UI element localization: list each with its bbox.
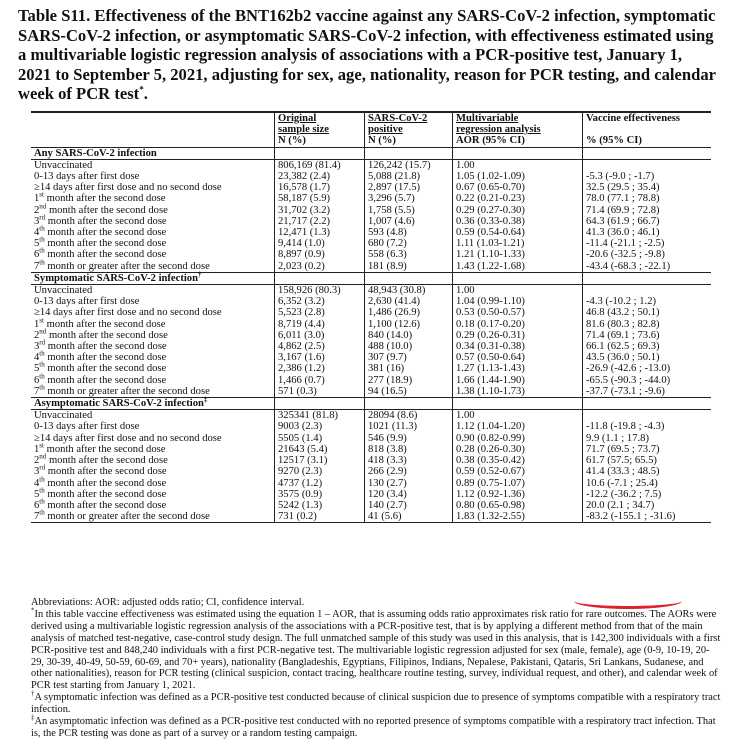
row-label-rest: month after the second dose <box>43 193 166 205</box>
ve-cell: 41.3 (36.0 ; 46.1) <box>586 227 660 239</box>
aor-cell: 1.66 (1.44-1.90) <box>456 374 525 386</box>
row-label-rest: month after the second dose <box>44 249 167 261</box>
table-row <box>31 182 711 193</box>
ve-cell: 78.0 (77.1 ; 78.8) <box>586 193 660 205</box>
row-label-rest: month or greater after the second dose <box>44 260 210 272</box>
row-label: 0-13 days after first dose <box>34 421 140 433</box>
aor-cell: 1.04 (0.99-1.10) <box>456 296 525 308</box>
table-row <box>31 296 711 307</box>
footnote-dagger: †A symptomatic infection was defined as a PCR-positive test conducted because of clinical suspicion due to presence of symptoms compatible with a respiratory tract infection. <box>31 689 721 716</box>
effectiveness-table <box>31 111 711 523</box>
table-row <box>31 261 711 273</box>
ordinal-suffix: th <box>39 246 45 255</box>
row-label: 5 <box>34 363 40 375</box>
aor-cell: 1.12 (0.92-1.36) <box>456 488 525 500</box>
ve-cell: 32.5 (29.5 ; 35.4) <box>586 182 660 194</box>
sample-size-cell: 16,578 (1.7) <box>278 182 331 194</box>
ordinal-suffix: th <box>39 224 45 233</box>
table-row <box>31 489 711 500</box>
ordinal-suffix: th <box>39 508 45 517</box>
positive-cell: 130 (2.7) <box>368 477 407 489</box>
ve-cell: -83.2 (-155.1 ; -31.6) <box>586 511 676 523</box>
row-label: Unvaccinated <box>34 285 93 297</box>
row-label: 7 <box>34 385 40 397</box>
ordinal-suffix: nd <box>39 202 47 211</box>
section-title: Asymptomatic SARS-CoV-2 infection <box>34 398 204 410</box>
section-header-row <box>31 272 711 284</box>
ve-cell: 61.7 (57.5; 65.5) <box>586 455 657 467</box>
sample-size-cell: 1,466 (0.7) <box>278 374 325 386</box>
ordinal-suffix: th <box>39 486 45 495</box>
sample-size-cell: 4737 (1.2) <box>278 477 323 489</box>
row-label: 1 <box>34 443 40 455</box>
positive-cell: 818 (3.8) <box>368 443 407 455</box>
aor-cell: 1.05 (1.02-1.09) <box>456 171 525 183</box>
aor-cell: 0.28 (0.26-0.30) <box>456 443 525 455</box>
ve-cell: 81.6 (80.3 ; 82.8) <box>586 318 660 330</box>
aor-cell: 1.11 (1.03-1.21) <box>456 238 525 250</box>
ordinal-suffix: rd <box>39 213 46 222</box>
row-label: 3 <box>34 341 40 353</box>
row-label-rest: month after the second dose <box>43 443 166 455</box>
ve-cell: 41.4 (33.3 ; 48.5) <box>586 466 660 478</box>
aor-cell: 1.12 (1.04-1.20) <box>456 421 525 433</box>
title-text: Table S11. Effectiveness of the BNT162b2 vaccine against any SARS-CoV-2 infection, symptomatic SARS-CoV-2 infection, or asymptomatic SARS-CoV-2 infection, with effectiveness estimated using a multivariable logistic regression analysis of associations with a PCR-positive test, January 1, 2021 to September 5, 2021, adjusting for sex, age, nationality, reason for PCR testing, and calendar week of PCR test <box>18 6 716 104</box>
positive-cell: 1,007 (4.6) <box>368 215 415 227</box>
positive-cell: 2,897 (17.5) <box>368 182 421 194</box>
row-label: 2 <box>34 329 40 341</box>
col-sample-size-header-3: N (%) <box>278 135 306 147</box>
ordinal-suffix: nd <box>39 327 47 336</box>
table-row <box>31 216 711 227</box>
ve-cell: -65.5 (-90.3 ; -44.0) <box>586 374 671 386</box>
ve-cell: 9.9 (1.1 ; 17.8) <box>586 432 649 444</box>
footnote-star: *In this table vaccine effectiveness was estimated using the equation 1 – AOR, that is assuming odds ratio approximates risk ratio for rare outcomes. The AORs were derived using a multivariable logistic regression analysis of the associations with a PCR-positive test, that is by applying a different method from that of the main analysis of matched test-negative, case-control study design. The full unmatched sample of this study was used in this analysis, that is 142,300 individuals with a first PCR-positive test and 848,240 individuals with a first PCR-negative test. The multivariable logistic regression adjusted for sex (male, female), age (0-9, 10-19, 20-29, 30-39, 40-49, 50-59, 60-69, and 70+ years), nationality (Bangladeshis, Egyptians, Filipinos, Indians, Nepalese, Pakistani, Qataris, Sri Lankans, Sudanese, and other nationalities), reason for PCR testing (clinical suspicion, contact tracing, healthcare routine testing, survey, individual request, and other), and calendar week of PCR test starting from January 1, 2021. <box>31 606 721 692</box>
ordinal-suffix: nd <box>39 452 47 461</box>
sample-size-cell: 806,169 (81.4) <box>278 159 341 171</box>
table-row <box>31 238 711 249</box>
section-header-row <box>31 147 711 159</box>
aor-cell: 1.00 <box>456 410 475 422</box>
table-row <box>31 444 711 455</box>
aor-cell: 0.57 (0.50-0.64) <box>456 352 525 364</box>
table-row <box>31 330 711 341</box>
row-label-rest: month after the second dose <box>46 204 168 216</box>
sample-size-cell: 58,187 (5.9) <box>278 193 331 205</box>
aor-cell: 1.43 (1.22-1.68) <box>456 260 525 272</box>
row-label-rest: month after the second dose <box>43 318 166 330</box>
table-row <box>31 386 711 398</box>
ve-cell: -37.7 (-73.1 ; -9.6) <box>586 385 665 397</box>
row-label-rest: month after the second dose <box>44 374 167 386</box>
row-label-rest: month after the second dose <box>44 499 167 511</box>
col-ve-header-3: % (95% CI) <box>586 135 642 147</box>
section-title: Any SARS-CoV-2 infection <box>34 147 157 159</box>
aor-cell: 0.53 (0.50-0.57) <box>456 307 525 319</box>
col-sample-size-header-2: sample size <box>278 124 329 136</box>
table-row <box>31 375 711 386</box>
table-body <box>31 147 711 523</box>
aor-cell: 0.29 (0.26-0.31) <box>456 329 525 341</box>
positive-cell: 181 (8.9) <box>368 260 407 272</box>
table-title <box>18 6 718 104</box>
section-footnote-mark: ‡ <box>203 395 208 404</box>
row-label-rest: month or greater after the second dose <box>44 385 210 397</box>
sample-size-cell: 731 (0.2) <box>278 511 317 523</box>
row-label-rest: month after the second dose <box>44 477 167 489</box>
positive-cell: 3,296 (5.7) <box>368 193 415 205</box>
positive-cell: 28094 (8.6) <box>368 410 418 422</box>
sample-size-cell: 2,023 (0.2) <box>278 260 325 272</box>
table-row <box>31 352 711 363</box>
ve-cell: 64.3 (61.9 ; 66.7) <box>586 215 660 227</box>
ve-cell: 46.8 (43.2 ; 50.1) <box>586 307 660 319</box>
sample-size-cell: 9003 (2.3) <box>278 421 323 433</box>
row-label-rest: month after the second dose <box>44 363 167 375</box>
table-row <box>31 341 711 352</box>
row-label-rest: month after the second dose <box>44 238 167 250</box>
col-aor-header-1: Multivariable <box>456 113 519 124</box>
row-label-rest: month after the second dose <box>44 488 167 500</box>
row-label: 3 <box>34 466 40 478</box>
table-row <box>31 249 711 260</box>
sample-size-cell: 3575 (0.9) <box>278 488 323 500</box>
row-label: 4 <box>34 227 40 239</box>
table-header <box>31 112 711 147</box>
row-label: 7 <box>34 260 40 272</box>
table-row <box>31 319 711 330</box>
footnote-double-dagger: ‡An asymptomatic infection was defined as a PCR-positive test conducted with no reported presence of symptoms compatible with a respiratory tract infection. That is, the PCR testing was done as part of a survey or a random testing campaign. <box>31 713 716 739</box>
positive-cell: 5,088 (21.8) <box>368 171 421 183</box>
ve-cell: -4.3 (-10.2 ; 1.2) <box>586 296 657 308</box>
row-label: Unvaccinated <box>34 410 93 422</box>
aor-cell: 0.22 (0.21-0.23) <box>456 193 525 205</box>
aor-cell: 0.80 (0.65-0.98) <box>456 499 525 511</box>
row-label: 6 <box>34 499 40 511</box>
row-label: 7 <box>34 511 40 523</box>
sample-size-cell: 325341 (81.8) <box>278 410 339 422</box>
ordinal-suffix: th <box>39 258 45 267</box>
table-row <box>31 455 711 466</box>
row-label: ≥14 days after first dose and no second dose <box>34 307 222 319</box>
row-label: 0-13 days after first dose <box>34 171 140 183</box>
aor-cell: 1.21 (1.10-1.33) <box>456 249 525 261</box>
positive-cell: 94 (16.5) <box>368 385 407 397</box>
row-label: ≥14 days after first dose and no second dose <box>34 432 222 444</box>
ve-cell: -11.4 (-21.1 ; -2.5) <box>586 238 665 250</box>
positive-cell: 41 (5.6) <box>368 511 402 523</box>
aor-cell: 0.89 (0.75-1.07) <box>456 477 525 489</box>
aor-cell: 0.59 (0.54-0.64) <box>456 227 525 239</box>
table-row <box>31 433 711 444</box>
row-label-rest: month or greater after the second dose <box>44 511 210 523</box>
positive-cell: 1,486 (26.9) <box>368 307 421 319</box>
table-row <box>31 171 711 182</box>
table-row <box>31 466 711 477</box>
ve-cell: 20.0 (2.1 ; 34.7) <box>586 499 655 511</box>
ve-cell: -12.2 (-36.2 ; 7.5) <box>586 488 662 500</box>
title-footnote-mark: * <box>139 84 144 95</box>
ordinal-suffix: th <box>39 235 45 244</box>
row-label: 6 <box>34 249 40 261</box>
row-label: 2 <box>34 455 40 467</box>
ve-cell: 71.4 (69.9 ; 72.8) <box>586 204 660 216</box>
sample-size-cell: 158,926 (80.3) <box>278 285 341 297</box>
table-row <box>31 511 711 523</box>
row-label: 4 <box>34 352 40 364</box>
ordinal-suffix: th <box>39 474 45 483</box>
aor-cell: 1.83 (1.32-2.55) <box>456 511 525 523</box>
col-aor-header-2: regression analysis <box>456 124 541 136</box>
positive-cell: 307 (9.7) <box>368 352 407 364</box>
row-label: 0-13 days after first dose <box>34 296 140 308</box>
aor-cell: 1.27 (1.13-1.43) <box>456 363 525 375</box>
positive-cell: 418 (3.3) <box>368 455 407 467</box>
table-row <box>31 159 711 171</box>
positive-cell: 126,242 (15.7) <box>368 159 431 171</box>
ordinal-suffix: th <box>39 360 45 369</box>
row-label-rest: month after the second dose <box>45 466 167 478</box>
positive-cell: 381 (16) <box>368 363 405 375</box>
sample-size-cell: 9270 (2.3) <box>278 466 323 478</box>
positive-cell: 546 (9.9) <box>368 432 407 444</box>
positive-cell: 2,630 (41.4) <box>368 296 421 308</box>
ordinal-suffix: th <box>39 497 45 506</box>
col-ve-header-1: Vaccine effectiveness <box>586 113 681 124</box>
aor-cell: 0.34 (0.31-0.38) <box>456 341 525 353</box>
ordinal-suffix: rd <box>39 463 46 472</box>
col-aor-header-3: AOR (95% CI) <box>456 135 525 147</box>
aor-cell: 0.36 (0.33-0.38) <box>456 215 525 227</box>
row-label: 3 <box>34 215 40 227</box>
table-row <box>31 478 711 489</box>
row-label: Unvaccinated <box>34 159 93 171</box>
positive-cell: 277 (18.9) <box>368 374 413 386</box>
ve-cell: 10.6 (-7.1 ; 25.4) <box>586 477 658 489</box>
ordinal-suffix: st <box>39 190 44 199</box>
sample-size-cell: 21643 (5.4) <box>278 443 328 455</box>
aor-cell: 1.00 <box>456 285 475 297</box>
sample-size-cell: 2,386 (1.2) <box>278 363 325 375</box>
aor-cell: 0.90 (0.82-0.99) <box>456 432 525 444</box>
sample-size-cell: 4,862 (2.5) <box>278 341 325 353</box>
table-row <box>31 193 711 204</box>
ordinal-suffix: st <box>39 441 44 450</box>
positive-cell: 840 (14.0) <box>368 329 413 341</box>
sample-size-cell: 21,717 (2.2) <box>278 215 331 227</box>
ve-cell: -26.9 (-42.6 ; -13.0) <box>586 363 671 375</box>
title-end: . <box>143 84 148 104</box>
ve-cell: 71.7 (69.5 ; 73.7) <box>586 443 660 455</box>
sample-size-cell: 6,352 (3.2) <box>278 296 325 308</box>
row-label-rest: month after the second dose <box>45 215 167 227</box>
row-label: 4 <box>34 477 40 489</box>
table-row <box>31 307 711 318</box>
aor-cell: 0.67 (0.65-0.70) <box>456 182 525 194</box>
aor-cell: 1.38 (1.10-1.73) <box>456 385 525 397</box>
row-label: 1 <box>34 193 40 205</box>
section-footnote-mark: † <box>198 270 202 279</box>
positive-cell: 593 (4.8) <box>368 227 407 239</box>
positive-cell: 48,943 (30.8) <box>368 285 426 297</box>
sample-size-cell: 5,523 (2.8) <box>278 307 325 319</box>
row-label: 6 <box>34 374 40 386</box>
section-header-row <box>31 398 711 410</box>
ve-cell: -20.6 (-32.5 ; -9.8) <box>586 249 665 261</box>
sample-size-cell: 9,414 (1.0) <box>278 238 325 250</box>
ve-cell: -11.8 (-19.8 ; -4.3) <box>586 421 665 433</box>
row-label-rest: month after the second dose <box>46 329 168 341</box>
ordinal-suffix: th <box>39 372 45 381</box>
col-sample-size-header-1: Original <box>278 113 317 124</box>
sample-size-cell: 5505 (1.4) <box>278 432 323 444</box>
positive-cell: 558 (6.3) <box>368 249 407 261</box>
ve-cell: 71.4 (69.1 ; 73.6) <box>586 329 660 341</box>
positive-cell: 266 (2.9) <box>368 466 407 478</box>
row-label: 1 <box>34 318 40 330</box>
sample-size-cell: 3,167 (1.6) <box>278 352 325 364</box>
positive-cell: 1021 (11.3) <box>368 421 418 433</box>
aor-cell: 0.59 (0.52-0.67) <box>456 466 525 478</box>
sample-size-cell: 8,897 (0.9) <box>278 249 325 261</box>
ve-cell: -5.3 (-9.0 ; -1.7) <box>586 171 655 183</box>
positive-cell: 120 (3.4) <box>368 488 407 500</box>
row-label: ≥14 days after first dose and no second dose <box>34 182 222 194</box>
ordinal-suffix: st <box>39 316 44 325</box>
table-row <box>31 363 711 374</box>
row-label-rest: month after the second dose <box>44 352 167 364</box>
table-footnotes <box>31 597 721 740</box>
sample-size-cell: 571 (0.3) <box>278 385 317 397</box>
row-label: 2 <box>34 204 40 216</box>
table-row <box>31 285 711 297</box>
section-title: Symptomatic SARS-CoV-2 infection <box>34 272 198 284</box>
ve-cell: 43.5 (36.0 ; 50.1) <box>586 352 660 364</box>
col-positive-header-1: SARS-CoV-2 <box>368 113 428 124</box>
sample-size-cell: 5242 (1.3) <box>278 499 323 511</box>
aor-cell: 1.00 <box>456 159 475 171</box>
positive-cell: 680 (7.2) <box>368 238 407 250</box>
sample-size-cell: 6,011 (3.0) <box>278 329 325 341</box>
table-row <box>31 500 711 511</box>
positive-cell: 140 (2.7) <box>368 499 407 511</box>
table-row <box>31 421 711 432</box>
table-row <box>31 205 711 216</box>
sample-size-cell: 8,719 (4.4) <box>278 318 325 330</box>
row-label: 5 <box>34 238 40 250</box>
ordinal-suffix: th <box>39 349 45 358</box>
col-positive-header-2: positive <box>368 124 403 136</box>
ordinal-suffix: rd <box>39 338 46 347</box>
sample-size-cell: 31,702 (3.2) <box>278 204 331 216</box>
ve-cell: 66.1 (62.5 ; 69.3) <box>586 341 660 353</box>
sample-size-cell: 12517 (3.1) <box>278 455 328 467</box>
abbreviations-note: Abbreviations: AOR: adjusted odds ratio; CI, confidence interval. <box>31 597 305 608</box>
positive-cell: 1,758 (5.5) <box>368 204 415 216</box>
ve-cell: -43.4 (-68.3 ; -22.1) <box>586 260 671 272</box>
sample-size-cell: 23,382 (2.4) <box>278 171 331 183</box>
aor-cell: 0.29 (0.27-0.30) <box>456 204 525 216</box>
table-row <box>31 410 711 422</box>
aor-cell: 0.38 (0.35-0.42) <box>456 455 525 467</box>
table-row <box>31 227 711 238</box>
row-label-rest: month after the second dose <box>46 455 168 467</box>
row-label-rest: month after the second dose <box>44 227 167 239</box>
positive-cell: 488 (10.0) <box>368 341 413 353</box>
positive-cell: 1,100 (12.6) <box>368 318 421 330</box>
ordinal-suffix: th <box>39 383 45 392</box>
row-label: 5 <box>34 488 40 500</box>
row-label-rest: month after the second dose <box>45 341 167 353</box>
col-positive-header-3: N (%) <box>368 135 396 147</box>
sample-size-cell: 12,471 (1.3) <box>278 227 331 239</box>
aor-cell: 0.18 (0.17-0.20) <box>456 318 525 330</box>
